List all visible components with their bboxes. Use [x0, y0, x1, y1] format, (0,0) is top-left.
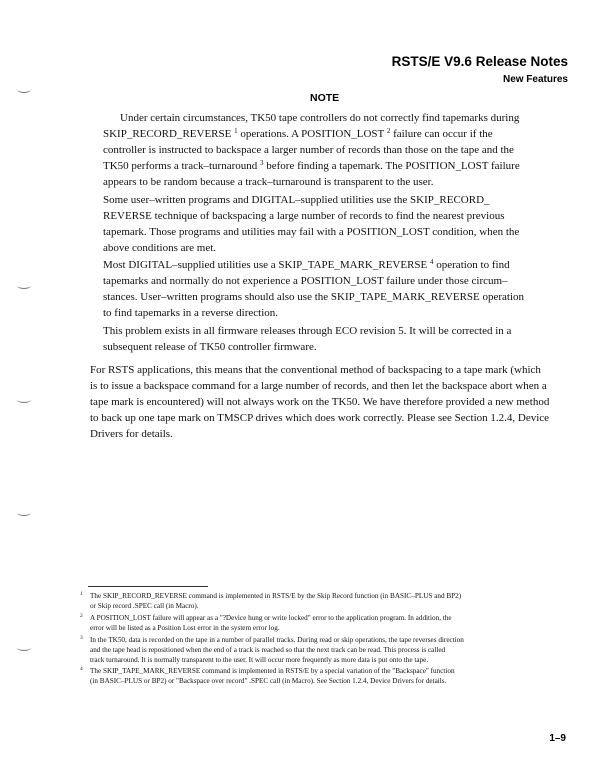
text-segment: to find tapemarks in a reverse direction. — [103, 307, 279, 319]
text-line: A POSITION_LOST failure will appear as a "?Device hung or write locked" error to the application program. In addition, the — [90, 614, 452, 622]
text-line: This problem exists in all firmware releases through ECO revision 5. It will be corrected in a — [103, 325, 512, 337]
text-line — [103, 307, 278, 320]
text-line: The SKIP_RECORD_REVERSE command is implemented in RSTS/E by the Skip Record function (in BASIC–PLUS and BP2) — [90, 592, 462, 600]
binding-mark — [17, 86, 31, 93]
binding-mark — [17, 396, 31, 403]
text-line: to back up one tape mark on TMSCP drives which does work correctly. Please see Section 1.2.4, Device — [90, 412, 550, 424]
binding-mark — [17, 509, 31, 516]
footnote-reference: 1 — [234, 127, 238, 135]
text-segment: appears to be random because a track–turnaround is transparent to the user. — [103, 176, 434, 188]
text-segment: TK50 performs a track–turnaround — [103, 160, 261, 172]
binding-mark — [17, 644, 31, 651]
text-segment: tapemarks and normally do not experience a POSITION_LOST failure under those circum– — [103, 275, 508, 287]
text-segment: controller is instructed to backspace a larger number of records than those on the tape and the — [103, 144, 514, 156]
footnote-reference: 3 — [260, 159, 264, 167]
text-line: is to issue a backspace command for a large number of records, and then let the backspace abort when a — [90, 380, 547, 392]
page-number: 1–9 — [549, 733, 566, 744]
text-segment: operations. A POSITION_LOST — [237, 128, 387, 140]
text-line — [103, 259, 510, 272]
text-line — [120, 112, 519, 125]
text-segment: Most DIGITAL–supplied utilities use a SKIP_TAPE_MARK_REVERSE — [103, 259, 431, 271]
text-segment: SKIP_RECORD_REVERSE — [103, 128, 235, 140]
footnote-number: 3 — [80, 635, 83, 641]
text-line: above conditions are met. — [103, 242, 217, 254]
text-line: (in BASIC–PLUS or BP2) or "Backspace over record" .SPEC call (in Macro). See Section 1.2.4, Device Drivers for details. — [90, 677, 447, 685]
text-segment: failure can occur if the — [390, 128, 493, 140]
text-segment: operation to find — [433, 259, 510, 271]
footnote-reference: 2 — [386, 127, 391, 135]
text-line: Some user–written programs and DIGITAL–supplied utilities use the SKIP_RECORD_ — [103, 194, 490, 206]
text-line: tape mark is encountered) will not always work on the TK50. We have therefore provided a new method — [90, 396, 550, 408]
footnote-number: 4 — [80, 666, 83, 672]
text-segment: Under certain circumstances, TK50 tape controllers do not correctly find tapemarks during — [120, 112, 520, 124]
text-line: subsequent release of TK50 controller firmware. — [103, 341, 317, 353]
text-line — [103, 160, 520, 173]
text-line: tapemark. Those programs and utilities may fail with a POSITION_LOST condition, when the — [103, 226, 520, 238]
text-line: and the tape head is repositioned when the end of a track is reached so that the next track can be read. This process is called — [90, 646, 446, 654]
note-heading: NOTE — [310, 92, 340, 104]
footnote-number: 2 — [80, 613, 83, 619]
text-segment: stances. User–written programs should also use the SKIP_TAPE_MARK_REVERSE operation — [103, 291, 525, 303]
text-line: REVERSE technique of backspacing a large number of records to find the nearest previous — [103, 210, 505, 222]
text-line — [103, 128, 493, 141]
text-line — [103, 291, 524, 304]
text-line — [103, 144, 514, 157]
binding-mark — [17, 282, 31, 289]
footnote-reference: 4 — [430, 258, 434, 266]
section-subtitle: New Features — [502, 74, 568, 85]
text-line — [103, 275, 508, 288]
footnote-rule — [88, 586, 208, 587]
document-title: RSTS/E V9.6 Release Notes — [391, 54, 568, 69]
text-line: For RSTS applications, this means that the conventional method of backspacing to a tape mark (which — [90, 364, 541, 376]
text-segment: before finding a tapemark. The POSITION_LOST failure — [263, 160, 520, 172]
text-line — [103, 176, 434, 189]
text-line: or Skip record .SPEC call (in Macro). — [90, 602, 199, 610]
text-line: Drivers for details. — [90, 428, 173, 440]
text-line: In the TK50, data is recorded on the tape in a number of parallel tracks. During read or skip operations, the tape reverses direction — [90, 636, 464, 644]
footnote-number: 1 — [80, 591, 83, 597]
text-line: track turnaround. It is normally transparent to the user. It will occur more frequently as more data is put onto the tape. — [90, 656, 429, 664]
text-line: error will be listed as a Position Lost error in the system error log. — [90, 624, 280, 632]
text-line: The SKIP_TAPE_MARK_REVERSE command is implemented in RSTS/E by a special variation of the "Backspace" function — [90, 667, 455, 675]
